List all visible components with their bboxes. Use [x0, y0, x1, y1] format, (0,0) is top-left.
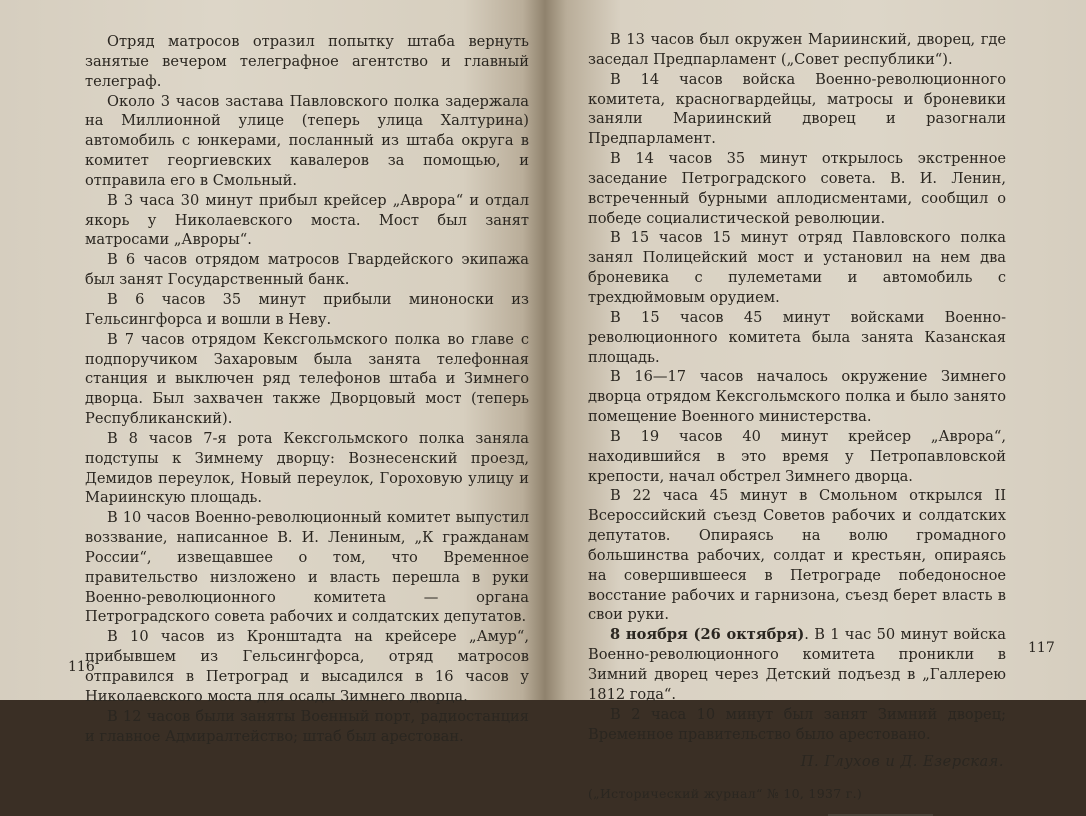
right-page [545, 0, 1086, 802]
page-number-right: 117 [1028, 640, 1055, 656]
date-paragraph [588, 625, 1006, 704]
paragraph: В 19 часов 40 минут крейсер „Аврора“, находившийся в это время у Петропавловской крепости, начал обстрел Зимнего дворца. [588, 427, 1006, 485]
page-number-left: 116 [68, 659, 95, 675]
source-citation: („Исторический журнал“ № 10, 1937 г.) [588, 786, 863, 802]
paragraph: В 13 часов был окружен Мариинский, дворец, где заседал Предпарламент („Совет республики“). [588, 31, 1006, 68]
paragraph: В 14 часов 35 минут открылось экстренное заседание Петроградского совета. В. И. Ленин, встреченный бурными аплодисментами, сообщил о победе социалистической революции. [588, 150, 1006, 227]
author-signature: П. Глухов и Д. Езерская. [800, 753, 1004, 771]
paragraph: Около 3 часов застава Павловского полка задержала на Миллионной улице (теперь улица Халтурина) автомобиль с юнкерами, посланный из штаба округа в комитет георгиевских кавалеров за помощью, и отправила его в Смольный. [85, 92, 529, 189]
paragraph: В 15 часов 45 минут войсками Военно-революционного комитета была занята Казанская площадь. [588, 308, 1006, 366]
paragraph: В 15 часов 15 минут отряд Павловского полка занял Полицейский мост и установил на нем два броневика с пулеметами и автомобиль с трехдюймовым орудием. [588, 229, 1006, 306]
paragraph: В 8 часов 7-я рота Кексгольмского полка заняла подступы к Зимнему дворцу: Вознесенский проезд, Демидов переулок, Новый переулок, Гороховую улицу и Мариинскую площадь. [85, 429, 529, 507]
final-paragraph: В 2 часа 10 минут был занят Зимний дворец; Временное правительство было арестовано. [588, 705, 1006, 743]
paragraph: В 22 часа 45 минут в Смольном открылся II Всероссийский съезд Советов рабочих и солдатских депутатов. Опираясь на волю громадного большинства рабочих, солдат и крестьян, опираясь на совершившееся в Петрограде победоносное восстание рабочих и гарнизона, съезд берет власть в свои руки. [588, 487, 1006, 624]
date-heading: 8 ноября (26 октября) [610, 626, 805, 644]
paragraph: В 7 часов отрядом Кексгольмского полка во главе с подпоручиком Захаровым была занята телефонная станция и выключен ряд телефонов штаба и Зимнего дворца. Был захвачен также Дворцовый мост (теперь Республиканский). [85, 330, 529, 428]
left-page-text [85, 32, 529, 746]
paragraph: В 3 часа 30 минут прибыл крейсер „Аврора“ и отдал якорь у Николаевского моста. Мост был занят матросами „Авроры“. [85, 191, 529, 249]
paragraph: В 10 часов Военно-революционный комитет выпустил воззвание, написанное В. И. Лениным, „К гражданам России“, извещавшее о том, что Временное правительство низложено и власть перешла в руки Военно-революционного комитета — органа Петроградского совета рабочих и солдатских депутатов. [85, 509, 529, 626]
right-page-text [588, 30, 1006, 816]
date-paragraph-text: . В 1 час 50 минут войска Военно-революционного комитета проникли в Зимний дворец через Детский подъезд в „Галлерею 1812 года“. [588, 626, 1007, 703]
left-page [0, 0, 545, 745]
paragraph: В 6 часов 35 минут прибыли миноноски из Гельсингфорса и вошли в Неву. [85, 290, 529, 328]
paragraph: В 12 часов были заняты Военный порт, радиостанция и главное Адмиралтейство; штаб был арестован. [85, 707, 529, 745]
paragraph: В 10 часов из Кронштадта на крейсере „Амур“, прибывшем из Гельсингфорса, отряд матросов отправился в Петроград и высадился в 16 часов у Николаевского моста для осады Зимнего дворца. [85, 628, 529, 705]
paragraph: В 6 часов отрядом матросов Гвардейского экипажа был занят Государственный банк. [85, 251, 529, 289]
paragraph: Отряд матросов отразил попытку штаба вернуть занятые вечером телеграфное агентство и главный телеграф. [85, 33, 529, 90]
paragraph: В 14 часов войска Военно-революционного комитета, красногвардейцы, матросы и броневики заняли Мариинский дворец и разогнали Предпарламент. [588, 70, 1006, 148]
paragraph: В 16—17 часов началось окружение Зимнего дворца отрядом Кексгольмского полка и было занято помещение Военного министерства. [588, 368, 1006, 426]
